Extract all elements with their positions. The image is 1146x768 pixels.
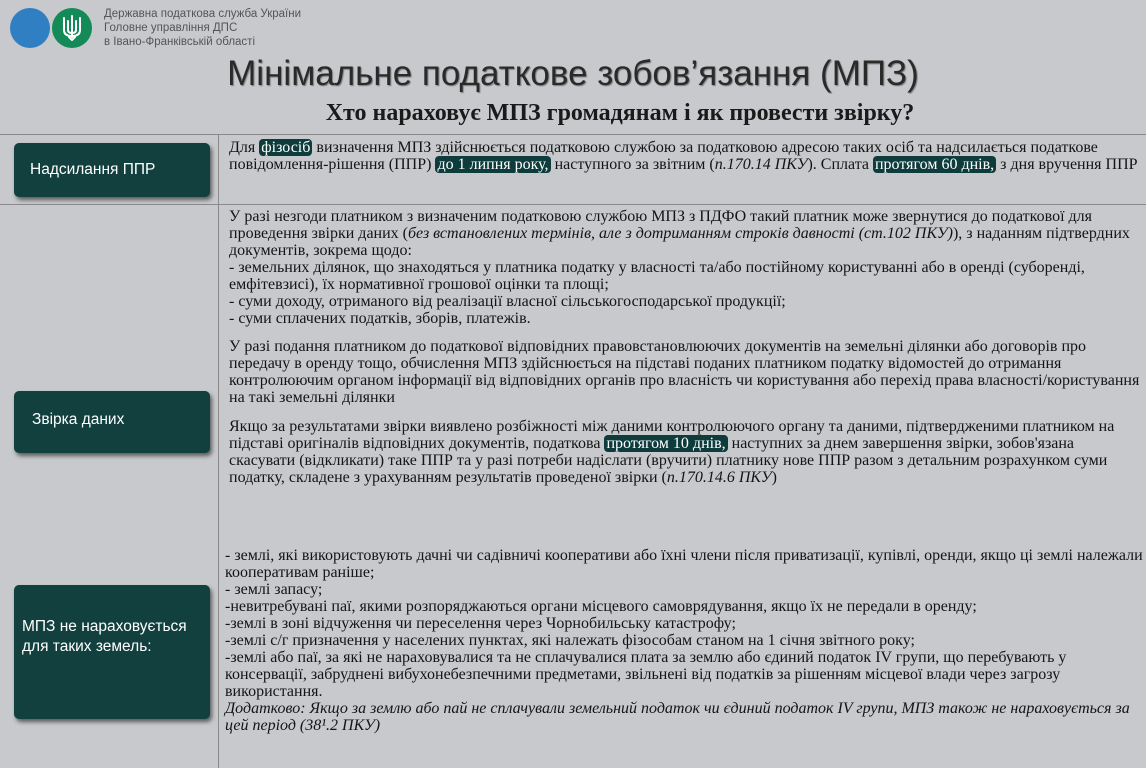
column-divider — [218, 134, 219, 768]
list-item: - суми доходу, отриманого від реалізації власної сільськогосподарської продукції; — [229, 293, 786, 310]
highlight-payment: протягом 60 днів, — [874, 156, 995, 173]
list-item: -землі с/г призначення у населених пунктах, які належать фізособам станом на 1 січня звітного року; — [225, 632, 915, 649]
blue-circle-logo — [10, 8, 50, 48]
label-exempt-text: МПЗ не нараховується для таких земель: — [22, 618, 187, 655]
org-line-3: в Івано-Франківській області — [104, 36, 255, 48]
label-exempt — [14, 585, 210, 719]
highlight-individuals: фізосіб — [261, 139, 311, 156]
list-item: -землі в зоні відчуження чи переселення через Чорнобильську катастрофу; — [225, 615, 736, 632]
reconciliation-text — [229, 208, 1144, 486]
divider-middle — [0, 204, 1146, 205]
page-title: Мінімальне податкове зобов’язання (МПЗ) — [227, 54, 919, 93]
list-item: -невитребувані паї, якими розпоряджаються органи місцевого самоврядування, якщо їх не передали в оренду; — [225, 598, 977, 615]
label-ppr-text: Надсилання ППР — [30, 161, 156, 178]
header — [0, 0, 1146, 52]
highlight-10-days: протягом 10 днів, — [606, 435, 726, 452]
label-ppr — [14, 143, 210, 197]
org-line-1: Державна податкова служба України — [104, 8, 301, 20]
org-name — [104, 7, 301, 49]
page-subtitle: Хто нараховує МПЗ громадянам і як провести звірку? — [325, 100, 915, 126]
list-item: - землі запасу; — [225, 581, 323, 598]
list-item: - суми сплачених податків, зборів, платежів. — [229, 310, 531, 327]
reconciliation-paragraph-2: У разі подання платником до податкової відповідних правовстановлюючих документів на земельні ділянки або договорів про передачу в оренду тощо, обчислення МПЗ здійснюється на підставі поданих платником податку відомостей до отримання контролюючим органом інформації від відповідних органів про власність чи користування або перехід права власності/користування на такі земельні ділянки — [229, 338, 1140, 406]
highlight-deadline: до 1 липня року, — [437, 156, 549, 173]
trident-logo — [52, 8, 92, 48]
list-item: - землі, які використовують дачні чи садівничі кооперативи або їхні члени після приватизації, купівлі, оренди, якщо ці землі належали кооперативам раніше; — [225, 547, 1143, 581]
reconciliation-paragraph-3: Якщо за результатами звірки виявлено розбіжності між даними контролюючого органу та даними, підтвердженими платником на підставі оригіналів відповідних документів, податкова протягом 10 днів, наступних за днем завершення звірки, зобов'язана скасувати (відкликати) таке ППР та у разі потреби надіслати (вручити) платнику нове ППР разом з детальним розрахунком суми податку, складене з урахуванням результатів проведеної звірки (п.170.14.6 ПКУ) — [229, 418, 1115, 486]
divider-top — [0, 134, 1146, 135]
list-item: -землі або паї, за які не нараховувалися та не сплачувалися плата за землю або єдиний податок IV групи, що перебувають у консервації, забруднені вибухонебезпечними предметами, звільнені від податків за рішенням місцевої влади через загрозу використання. — [225, 649, 1067, 700]
org-line-2: Головне управління ДПС — [104, 22, 238, 34]
label-reconciliation — [14, 391, 210, 453]
label-reconciliation-text: Звірка даних — [32, 411, 125, 428]
list-item: - земельних ділянок, що знаходяться у платника податку у власності та/або постійному користуванні або в оренді (суборенді, емфітевзисі), їх нормативної грошової оцінки та площі; — [229, 259, 1085, 293]
reconciliation-paragraph-1: У разі незгоди платником з визначеним податковою службою МПЗ з ПДФО такий платник може звернутися до податкової для проведення звірки даних (без встановлених термінів, але з дотриманням строків давності (ст.102 ПКУ)), з наданням підтвердних документів, зокрема щодо: — [229, 208, 1130, 259]
exempt-text — [225, 547, 1144, 734]
trident-icon — [61, 15, 83, 41]
exempt-note: Додатково: Якщо за землю або пай не сплачували земельний податок чи єдиний податок IV групи, МПЗ також не нараховується за цей період (38¹.2 ПКУ) — [225, 700, 1130, 734]
ppr-text: Для фізосіб визначення МПЗ здійснюється податковою службою за податковою адресою таких осіб та надсилається податкове повідомлення-рішення (ППР) до 1 липня року, наступного за звітним (п.170.14 ПКУ). Сплата протягом 60 днів, з дня вручення ППР — [229, 139, 1138, 173]
